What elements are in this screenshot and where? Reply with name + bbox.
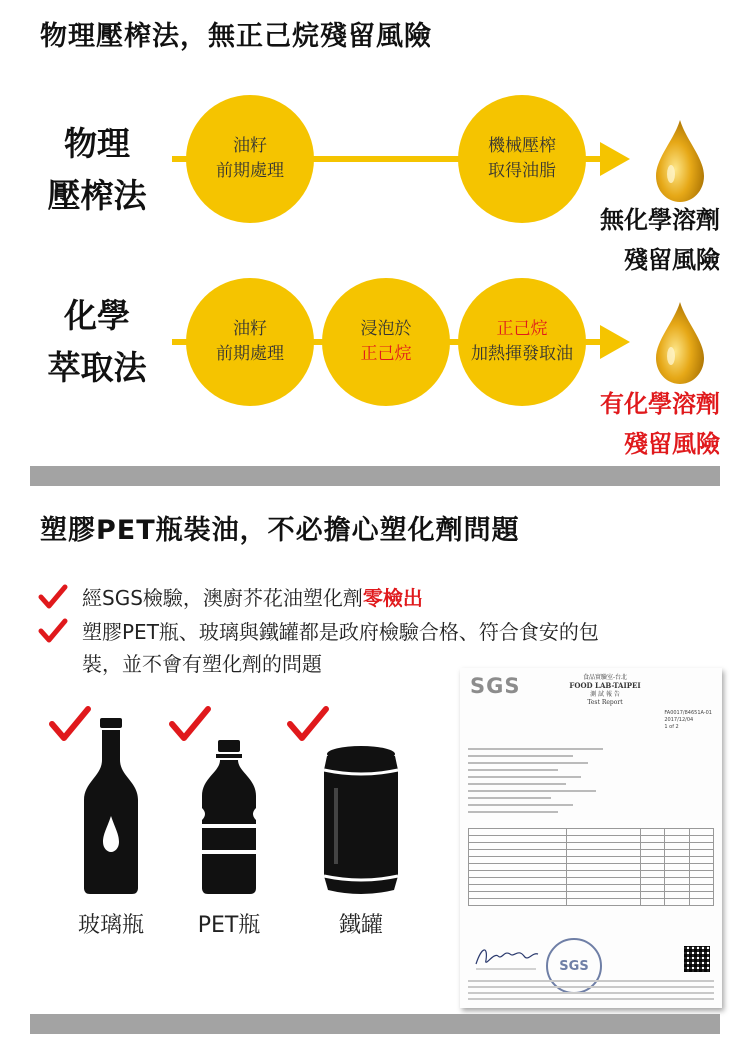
chemical-result (600, 384, 720, 464)
chemical-result-line1: 有化學溶劑 (600, 390, 720, 418)
tin-can-label: 鐵罐 (338, 913, 383, 938)
physical-step1-line2: 前期處理 (216, 161, 284, 181)
report-results-table (468, 828, 714, 906)
physical-result-line1: 無化學溶劑 (600, 206, 720, 234)
physical-step2-line2: 取得油脂 (488, 161, 556, 181)
physical-label-line2: 壓榨法 (47, 176, 147, 215)
report-lab-line1: 食品實驗室-台北 (582, 674, 628, 681)
bullet-item (38, 582, 688, 614)
physical-step1-line1: 油籽 (233, 136, 267, 156)
chemical-step1-circle (186, 278, 314, 406)
pet-bottle-label: PET瓶 (197, 913, 261, 938)
sgs-test-report (460, 668, 722, 1008)
glass-bottle-icon (80, 716, 142, 896)
oil-drop-icon (652, 118, 708, 204)
chemical-step3-line2: 加熱揮發取油 (471, 344, 573, 364)
chemical-step2-circle (322, 278, 450, 406)
report-lab-line4: Test Report (587, 699, 623, 706)
report-header (550, 674, 660, 707)
physical-step1-circle (186, 95, 314, 223)
report-refs (664, 710, 712, 731)
report-lab-line3: 測 試 報 告 (590, 691, 620, 698)
bullet1-highlight: 零檢出 (362, 586, 423, 610)
chemical-arrow-icon (600, 325, 630, 359)
physical-method-label (38, 118, 156, 222)
chemical-step2-line1: 浸泡於 (360, 319, 412, 339)
physical-label-line1: 物理 (64, 124, 130, 163)
chemical-step3-circle (458, 278, 586, 406)
physical-arrow-icon (600, 142, 630, 176)
bullet1-text: 經SGS檢驗，澳廚芥花油塑化劑 (82, 586, 363, 610)
signature-icon (474, 942, 540, 972)
check-icon (38, 584, 68, 610)
chemical-step1-line1: 油籽 (233, 319, 267, 339)
physical-result (600, 200, 720, 280)
report-ref-number: FA0017/84651A-01 (664, 710, 712, 716)
chemical-result-line2: 殘留風險 (624, 430, 720, 458)
bullet2-line1: 塑膠PET瓶、玻璃與鐵罐都是政府檢驗合格、符合食安的包 (82, 620, 599, 644)
chemical-label-line2: 萃取法 (47, 348, 147, 387)
bullet2-line2: 裝，並不會有塑化劑的問題 (82, 652, 322, 676)
bullet-list (38, 582, 688, 680)
physical-step2-line1: 機械壓榨 (488, 136, 556, 156)
chemical-step1-line2: 前期處理 (216, 344, 284, 364)
oil-drop-icon (652, 300, 708, 386)
report-page: 1 of 2 (664, 724, 679, 730)
tin-can-icon (320, 744, 402, 896)
report-footer (468, 976, 714, 1000)
section-divider (30, 466, 720, 486)
report-text-lines (468, 748, 618, 818)
report-lab-line2: FOOD LAB-TAIPEI (569, 681, 641, 690)
bottom-divider (30, 1014, 720, 1034)
report-date: 2017/12/04 (664, 717, 694, 723)
sgs-stamp-text: SGS (559, 958, 589, 974)
qr-code-icon (684, 946, 710, 972)
chemical-step3-line1: 正己烷 (496, 319, 548, 339)
pet-bottle-icon (196, 738, 262, 896)
check-icon (38, 618, 68, 644)
section1-title: 物理壓榨法，無正己烷殘留風險 (40, 21, 432, 52)
chemical-step2-line2: 正己烷 (360, 344, 412, 364)
section2-title: 塑膠PET瓶裝油，不必擔心塑化劑問題 (40, 515, 520, 546)
chemical-method-label (38, 290, 156, 394)
glass-bottle-label: 玻璃瓶 (77, 913, 144, 938)
check-icon (286, 704, 330, 744)
physical-step2-circle (458, 95, 586, 223)
physical-result-line2: 殘留風險 (624, 246, 720, 274)
chemical-label-line1: 化學 (64, 296, 130, 335)
sgs-logo: SGS (470, 674, 521, 698)
